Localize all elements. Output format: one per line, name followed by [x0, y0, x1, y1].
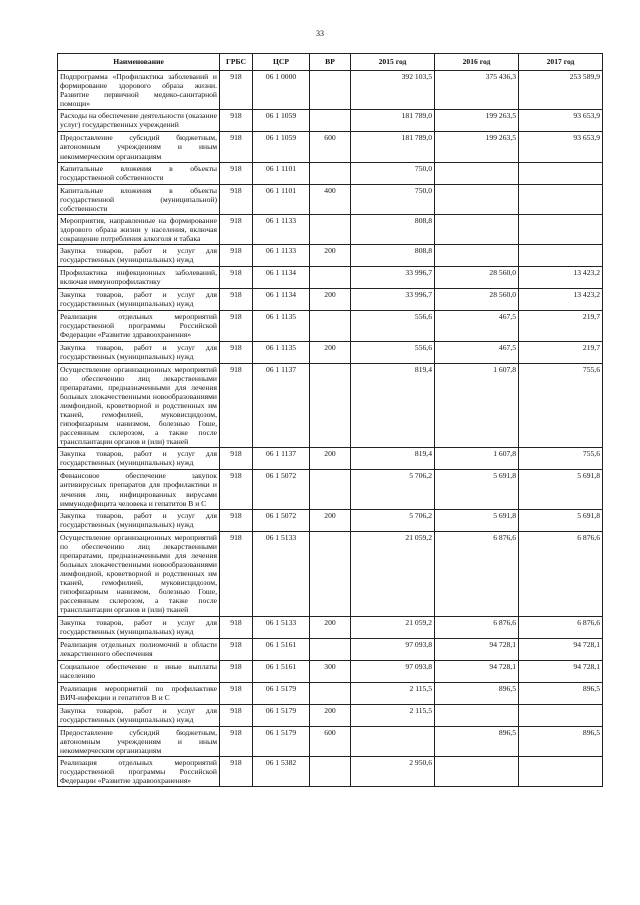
row-vr — [310, 682, 351, 704]
row-vr: 300 — [310, 660, 351, 682]
row-vr — [310, 267, 351, 289]
table-row — [58, 110, 603, 132]
table-header-row — [58, 54, 603, 71]
row-grbs: 918 — [220, 682, 253, 704]
row-value-2016: 6 876,6 — [435, 531, 519, 616]
row-value-2015: 556,6 — [351, 311, 435, 341]
row-value-2016 — [435, 214, 519, 244]
table-row — [58, 267, 603, 289]
row-value-2017: 94 728,1 — [519, 638, 603, 660]
row-value-2017: 219,7 — [519, 341, 603, 363]
table-body — [58, 71, 603, 787]
row-value-2015: 392 103,5 — [351, 71, 435, 110]
row-grbs: 918 — [220, 245, 253, 267]
row-vr: 200 — [310, 245, 351, 267]
row-value-2016: 1 607,8 — [435, 448, 519, 470]
row-value-2016: 94 728,1 — [435, 638, 519, 660]
row-grbs: 918 — [220, 267, 253, 289]
row-grbs: 918 — [220, 726, 253, 756]
row-csr: 06 1 5133 — [253, 531, 310, 616]
row-name: Мероприятия, направленные на формирование здорового образа жизни у населения, включая сокращение потребления алкоголя и табака — [58, 214, 220, 244]
row-csr: 06 1 5133 — [253, 616, 310, 638]
row-csr: 06 1 1137 — [253, 448, 310, 470]
table-row — [58, 162, 603, 184]
row-name: Закупка товаров, работ и услуг для государственных (муниципальных) нужд — [58, 341, 220, 363]
row-name: Финансовое обеспечение закупок антивирусных препаратов для профилактики и лечения лиц, инфицированных вирусами иммунодефицита человека и гепатитов В и С — [58, 470, 220, 509]
table-row — [58, 184, 603, 214]
table-row — [58, 341, 603, 363]
row-grbs: 918 — [220, 704, 253, 726]
row-grbs: 918 — [220, 660, 253, 682]
row-value-2015: 181 789,0 — [351, 132, 435, 162]
row-name: Предоставление субсидий бюджетным, автономным учреждениям и иным некоммерческим организациям — [58, 132, 220, 162]
row-value-2016: 467,5 — [435, 311, 519, 341]
page-number: 33 — [316, 29, 324, 38]
row-value-2016: 28 560,0 — [435, 289, 519, 311]
row-value-2017 — [519, 184, 603, 214]
table-row — [58, 531, 603, 616]
row-value-2017 — [519, 245, 603, 267]
table-row — [58, 704, 603, 726]
row-grbs: 918 — [220, 71, 253, 110]
row-csr: 06 1 1134 — [253, 289, 310, 311]
row-value-2016: 896,5 — [435, 726, 519, 756]
row-grbs: 918 — [220, 470, 253, 509]
row-vr: 600 — [310, 726, 351, 756]
row-vr — [310, 71, 351, 110]
row-value-2016: 1 607,8 — [435, 363, 519, 448]
row-vr — [310, 470, 351, 509]
row-vr — [310, 311, 351, 341]
row-csr: 06 1 5179 — [253, 726, 310, 756]
row-value-2017: 13 423,2 — [519, 289, 603, 311]
row-grbs: 918 — [220, 341, 253, 363]
row-value-2017: 6 876,6 — [519, 616, 603, 638]
row-value-2017 — [519, 162, 603, 184]
budget-table — [57, 53, 603, 787]
row-csr: 06 1 5161 — [253, 638, 310, 660]
row-grbs: 918 — [220, 509, 253, 531]
row-value-2016: 28 560,0 — [435, 267, 519, 289]
row-value-2017: 755,6 — [519, 448, 603, 470]
row-value-2015: 808,8 — [351, 214, 435, 244]
row-vr — [310, 110, 351, 132]
row-value-2015: 97 093,8 — [351, 660, 435, 682]
row-csr: 06 1 0000 — [253, 71, 310, 110]
row-value-2015: 2 115,5 — [351, 704, 435, 726]
row-csr: 06 1 1135 — [253, 311, 310, 341]
row-csr: 06 1 1137 — [253, 363, 310, 448]
row-vr: 200 — [310, 616, 351, 638]
row-value-2016: 5 691,8 — [435, 470, 519, 509]
row-csr: 06 1 1135 — [253, 341, 310, 363]
table-row — [58, 311, 603, 341]
row-value-2017: 13 423,2 — [519, 267, 603, 289]
row-grbs: 918 — [220, 448, 253, 470]
table-row — [58, 682, 603, 704]
row-vr: 200 — [310, 704, 351, 726]
row-vr: 200 — [310, 289, 351, 311]
row-csr: 06 1 5382 — [253, 756, 310, 786]
row-grbs: 918 — [220, 616, 253, 638]
row-value-2015: 5 706,2 — [351, 470, 435, 509]
row-value-2017: 219,7 — [519, 311, 603, 341]
row-csr: 06 1 1133 — [253, 245, 310, 267]
row-value-2015: 750,0 — [351, 184, 435, 214]
row-grbs: 918 — [220, 363, 253, 448]
row-name: Профилактика инфекционных заболеваний, включая иммунопрофилактику — [58, 267, 220, 289]
row-value-2015: 181 789,0 — [351, 110, 435, 132]
row-value-2015: 21 059,2 — [351, 531, 435, 616]
row-value-2015: 819,4 — [351, 448, 435, 470]
row-value-2017: 93 653,9 — [519, 110, 603, 132]
row-value-2016: 199 263,5 — [435, 110, 519, 132]
row-value-2016 — [435, 162, 519, 184]
row-name: Предоставление субсидий бюджетным, автономным учреждениям и иным некоммерческим организациям — [58, 726, 220, 756]
row-grbs: 918 — [220, 756, 253, 786]
table-row — [58, 726, 603, 756]
row-value-2015: 556,6 — [351, 341, 435, 363]
table-row — [58, 638, 603, 660]
row-name: Реализация отдельных полномочий в области лекарственного обеспечения — [58, 638, 220, 660]
row-value-2015: 21 059,2 — [351, 616, 435, 638]
row-value-2016: 199 263,5 — [435, 132, 519, 162]
row-csr: 06 1 1059 — [253, 110, 310, 132]
row-csr: 06 1 5179 — [253, 704, 310, 726]
row-csr: 06 1 1059 — [253, 132, 310, 162]
row-grbs: 918 — [220, 162, 253, 184]
row-value-2016: 94 728,1 — [435, 660, 519, 682]
row-value-2016: 467,5 — [435, 341, 519, 363]
row-value-2017: 896,5 — [519, 726, 603, 756]
table-row — [58, 363, 603, 448]
row-value-2016: 5 691,8 — [435, 509, 519, 531]
row-value-2016 — [435, 704, 519, 726]
row-value-2017: 755,6 — [519, 363, 603, 448]
row-value-2016 — [435, 245, 519, 267]
row-grbs: 918 — [220, 289, 253, 311]
row-value-2015: 750,0 — [351, 162, 435, 184]
row-vr: 200 — [310, 509, 351, 531]
row-csr: 06 1 5179 — [253, 682, 310, 704]
row-value-2017: 253 589,9 — [519, 71, 603, 110]
row-value-2017 — [519, 756, 603, 786]
row-name: Реализация мероприятий по профилактике ВИЧ-инфекции и гепатитов В и С — [58, 682, 220, 704]
row-csr: 06 1 1134 — [253, 267, 310, 289]
row-csr: 06 1 5072 — [253, 470, 310, 509]
table-row — [58, 470, 603, 509]
row-name: Осуществление организационных мероприятий по обеспечению лиц лекарственными препаратами, предназначенными для лечения больных злокачественными новообразованиями лимфоидной, кроветворной и родственных им тканей, гемофилией, муковисцидозом, гипофизарным нанизмом, болезнью Гоше, рассеянным склерозом, а также после трансплантации органов и (или) тканей — [58, 531, 220, 616]
row-value-2015: 2 950,6 — [351, 756, 435, 786]
row-vr — [310, 638, 351, 660]
table-row — [58, 756, 603, 786]
row-name: Закупка товаров, работ и услуг для государственных (муниципальных) нужд — [58, 289, 220, 311]
row-value-2017: 93 653,9 — [519, 132, 603, 162]
row-value-2017: 6 876,6 — [519, 531, 603, 616]
header-name: Наименование — [58, 54, 220, 71]
row-csr: 06 1 1133 — [253, 214, 310, 244]
row-grbs: 918 — [220, 638, 253, 660]
row-vr — [310, 162, 351, 184]
row-grbs: 918 — [220, 214, 253, 244]
row-vr — [310, 531, 351, 616]
row-value-2016: 6 876,6 — [435, 616, 519, 638]
table-row — [58, 245, 603, 267]
row-name: Осуществление организационных мероприятий по обеспечению лиц лекарственными препаратами, предназначенными для лечения больных злокачественными новообразованиями лимфоидной, кроветворной и родственных им тканей, гемофилией, муковисцидозом, гипофизарным нанизмом, болезнью Гоше, рассеянным склерозом, а также после трансплантации органов и (или) тканей — [58, 363, 220, 448]
table-row — [58, 660, 603, 682]
row-grbs: 918 — [220, 531, 253, 616]
row-value-2017: 5 691,8 — [519, 470, 603, 509]
row-value-2015: 5 706,2 — [351, 509, 435, 531]
row-csr: 06 1 1101 — [253, 184, 310, 214]
row-name: Реализация отдельных мероприятий государственной программы Российской Федерации «Развитие здравоохранения» — [58, 756, 220, 786]
row-value-2016 — [435, 756, 519, 786]
row-value-2017: 5 691,8 — [519, 509, 603, 531]
header-2015: 2015 год — [351, 54, 435, 71]
row-value-2015: 33 996,7 — [351, 289, 435, 311]
header-grbs: ГРБС — [220, 54, 253, 71]
row-name: Капитальные вложения в объекты государственной (муниципальной) собственности — [58, 184, 220, 214]
row-name: Закупка товаров, работ и услуг для государственных (муниципальных) нужд — [58, 509, 220, 531]
row-value-2017 — [519, 214, 603, 244]
row-name: Закупка товаров, работ и услуг для государственных (муниципальных) нужд — [58, 616, 220, 638]
table-row — [58, 132, 603, 162]
row-vr — [310, 214, 351, 244]
row-value-2015: 808,8 — [351, 245, 435, 267]
table-row — [58, 616, 603, 638]
row-value-2016 — [435, 184, 519, 214]
row-name: Подпрограмма «Профилактика заболеваний и формирование здорового образа жизни. Развитие первичной медико-санитарной помощи» — [58, 71, 220, 110]
table-row — [58, 509, 603, 531]
row-value-2016: 896,5 — [435, 682, 519, 704]
row-name: Закупка товаров, работ и услуг для государственных (муниципальных) нужд — [58, 704, 220, 726]
row-vr — [310, 363, 351, 448]
row-vr: 400 — [310, 184, 351, 214]
row-grbs: 918 — [220, 110, 253, 132]
row-csr: 06 1 5072 — [253, 509, 310, 531]
row-grbs: 918 — [220, 311, 253, 341]
row-vr: 200 — [310, 448, 351, 470]
row-name: Реализация отдельных мероприятий государственной программы Российской Федерации «Развитие здравоохранения» — [58, 311, 220, 341]
row-name: Закупка товаров, работ и услуг для государственных (муниципальных) нужд — [58, 448, 220, 470]
header-2017: 2017 год — [519, 54, 603, 71]
row-name: Расходы на обеспечение деятельности (оказание услуг) государственных учреждений — [58, 110, 220, 132]
row-value-2015: 2 115,5 — [351, 682, 435, 704]
row-grbs: 918 — [220, 184, 253, 214]
row-value-2017: 896,5 — [519, 682, 603, 704]
row-name: Закупка товаров, работ и услуг для государственных (муниципальных) нужд — [58, 245, 220, 267]
table-row — [58, 289, 603, 311]
row-vr — [310, 756, 351, 786]
table-row — [58, 448, 603, 470]
row-grbs: 918 — [220, 132, 253, 162]
row-vr: 200 — [310, 341, 351, 363]
table-row — [58, 71, 603, 110]
header-2016: 2016 год — [435, 54, 519, 71]
row-value-2015: 819,4 — [351, 363, 435, 448]
row-value-2017 — [519, 704, 603, 726]
row-name: Капитальные вложения в объекты государственной собственности — [58, 162, 220, 184]
row-value-2015: 97 093,8 — [351, 638, 435, 660]
row-value-2015: 33 996,7 — [351, 267, 435, 289]
table-row — [58, 214, 603, 244]
row-csr: 06 1 1101 — [253, 162, 310, 184]
header-csr: ЦСР — [253, 54, 310, 71]
row-csr: 06 1 5161 — [253, 660, 310, 682]
row-name: Социальное обеспечение и иные выплаты населению — [58, 660, 220, 682]
row-value-2016: 375 436,3 — [435, 71, 519, 110]
header-vr: ВР — [310, 54, 351, 71]
row-value-2017: 94 728,1 — [519, 660, 603, 682]
row-vr: 600 — [310, 132, 351, 162]
row-value-2015 — [351, 726, 435, 756]
